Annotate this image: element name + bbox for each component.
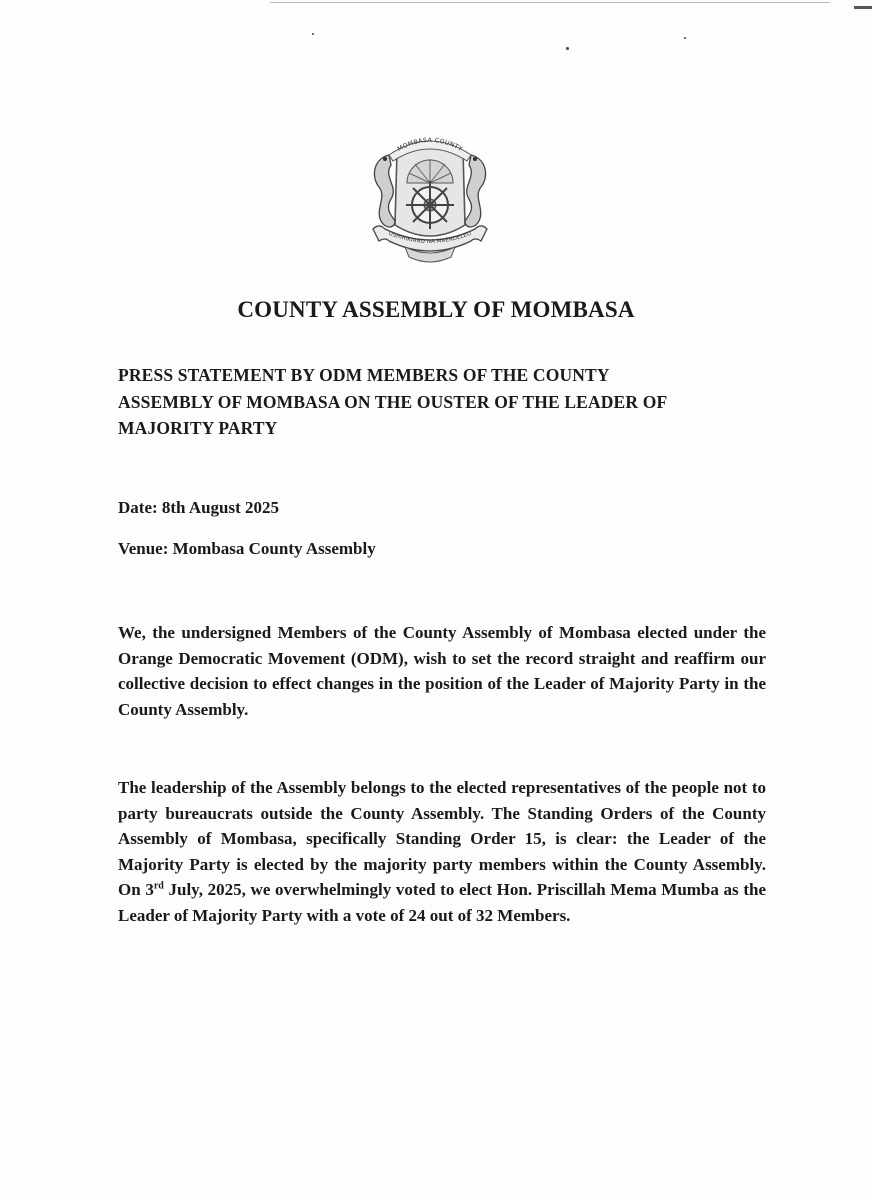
statement-heading-line: ASSEMBLY OF MOMBASA ON THE OUSTER OF THE LEADER OF	[118, 391, 668, 412]
body-paragraph	[118, 775, 766, 928]
emblem-motto: USHIRIKIANO NA MAENDELEO	[387, 230, 473, 246]
body-paragraph: We, the undersigned Members of the County Assembly of Mombasa elected under the Orange Democratic Movement (ODM), wish to set the record straight and reaffirm our collective decision to effect changes in the position of the Leader of Majority Party in the County Assembly.	[118, 623, 766, 719]
scan-speck	[684, 37, 686, 39]
statement-heading	[118, 362, 758, 442]
county-emblem-icon	[355, 125, 505, 273]
ordinal-suffix: rd	[153, 880, 164, 892]
statement-heading-line: PRESS STATEMENT BY ODM MEMBERS OF THE COUNTY	[118, 365, 610, 385]
assembly-title: COUNTY ASSEMBLY OF MOMBASA	[237, 297, 635, 322]
statement-date: Date: 8th August 2025	[118, 498, 280, 517]
emblem-top-text: MOMBASA COUNTY	[396, 136, 464, 153]
scan-speck	[312, 33, 314, 35]
paragraph-text: The leadership of the Assembly belongs to the elected representatives of the people not to party bureaucrats outside the County Assembly. The Standing Orders of the County Assembly of Mombasa, specifically Standing Order 15, is clear: the Leader of the Majority Party is elected by the majority party members within the County Assembly. On 3	[118, 778, 766, 899]
scan-speck	[566, 47, 569, 50]
scan-edge-line	[270, 2, 830, 3]
statement-heading-line: MAJORITY PARTY	[118, 418, 278, 438]
scan-edge-mark	[854, 6, 872, 9]
statement-venue: Venue: Mombasa County Assembly	[118, 539, 376, 558]
paragraph-text: July, 2025, we overwhelmingly voted to elect Hon. Priscillah Mema Mumba as the Leader of Majority Party with a vote of 24 out of 32 Members.	[118, 880, 766, 925]
